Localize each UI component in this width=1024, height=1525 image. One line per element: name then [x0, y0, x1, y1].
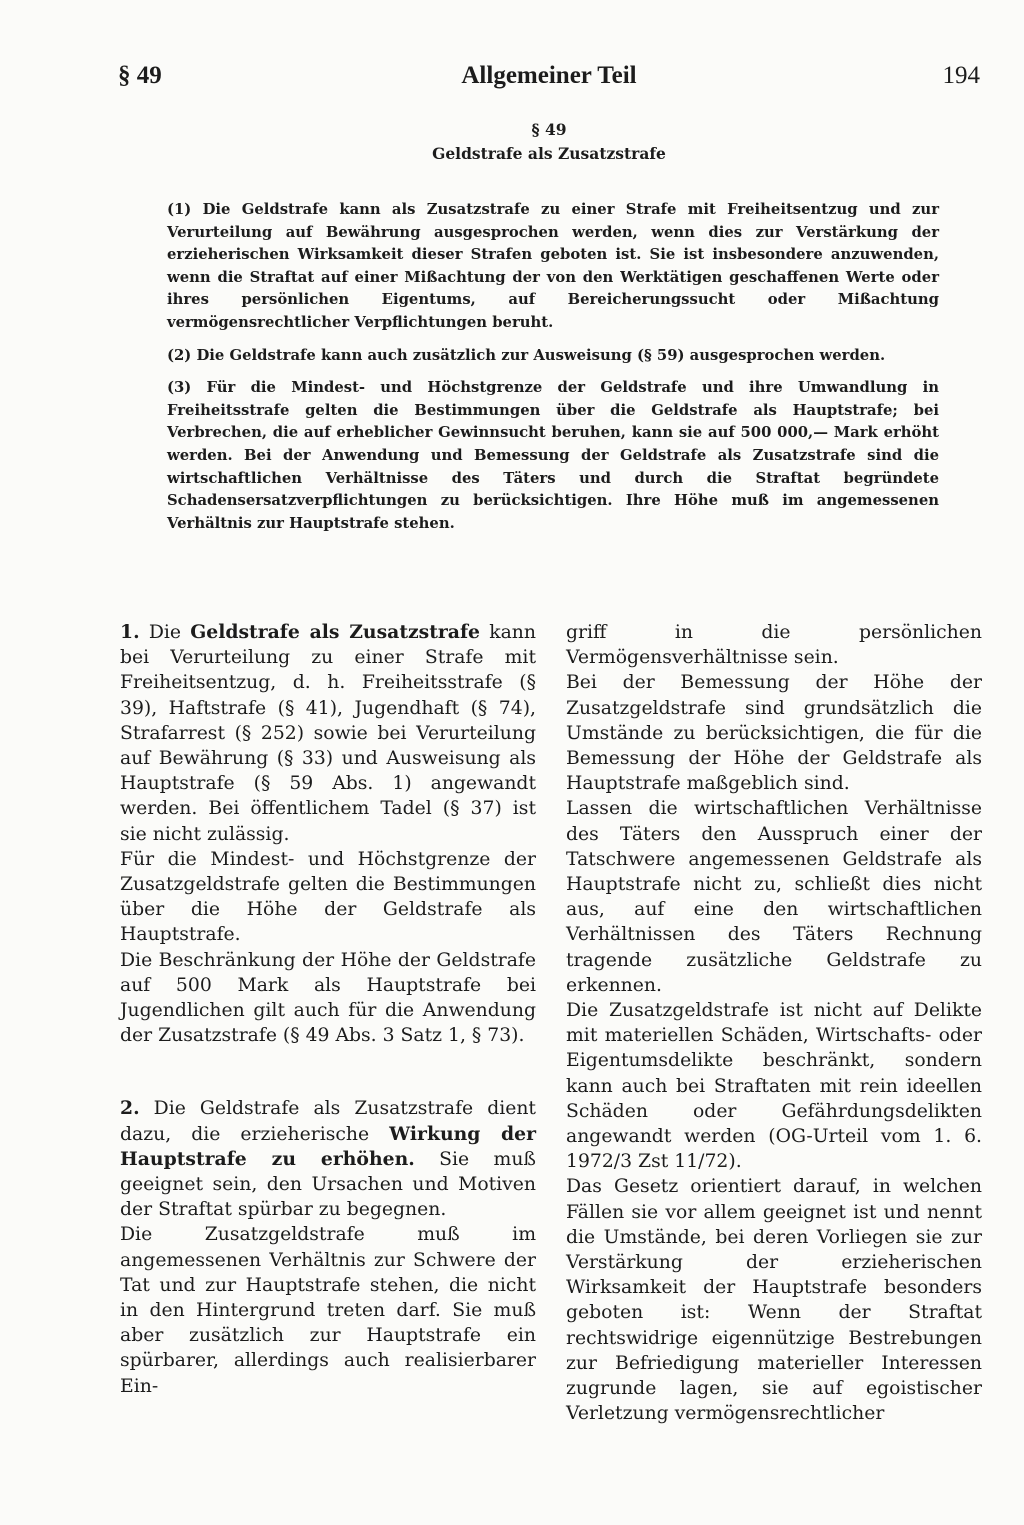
statute-paragraph-3: (3) Für die Mindest- und Höchstgrenze der Geldstrafe und ihre Umwandlung in Freiheitsstrafe gelten die Bestimmungen über die Geldstrafe als Hauptstrafe; bei Verbrechen, die auf erheblicher Gewinnsucht beruhen, kann sie auf 500 000,— Mark erhöht werden. Bei der Anwendung und Bemessung der Geldstrafe als Zusatzstrafe sind die wirtschaftlichen Verhältnisse des Täters und durch die Straftat begründete Schadensersatzverpflichtungen zu berücksichtigen. Ihre Höhe muß im angemessenen Verhältnis zur Hauptstrafe stehen. — [167, 379, 939, 532]
statute-paragraph-2: (2) Die Geldstrafe kann auch zusätzlich zur Ausweisung (§ 59) ausgesprochen werden. — [167, 346, 886, 364]
commentary-paragraph: Die Zusatzgeldstrafe muß im angemessenen Verhältnis zur Schwere der Tat und zur Hauptstrafe stehen, die nicht in den Hintergrund treten darf. Sie muß aber zusätzlich zur Hauptstrafe ein spürbarer, allerdings auch realisierbarer Ein- — [120, 1224, 536, 1397]
commentary-paragraph: Die Beschränkung der Höhe der Geldstrafe auf 500 Mark als Hauptstrafe bei Jugendlichen gilt auch für die Anwendung der Zusatzstrafe (§ 49 Abs. 3 Satz 1, § 73). — [120, 949, 536, 1047]
note-number: 1. — [120, 621, 140, 643]
commentary-paragraph: Bei der Bemessung der Höhe der Zusatzgeldstrafe sind grundsätzlich die Umstände zu berücksichtigen, die für die Bemessung der Höhe der Geldstrafe als Hauptstrafe maßgeblich sind. — [566, 672, 982, 795]
note-text: kann bei Verurteilung zu einer Strafe mit Freiheitsentzug, d. h. Freiheitsstrafe (§ 39), Haftstrafe (§ 41), Jugendhaft (§ 74), Strafarrest (§ 252) sowie bei Verurteilung auf Bewährung (§ 33) und Ausweisung als Hauptstrafe (§ 59 Abs. 1) angewandt werden. Bei öffentlichem Tadel (§ 37) ist sie nicht zulässig. — [120, 622, 536, 845]
commentary-paragraph: Das Gesetz orientiert darauf, in welchen Fällen sie vor allem geeignet ist und nennt die Umstände, bei deren Vorliegen sie zur Verstärkung der erzieherischen Wirksamkeit der Hauptstrafe besonders geboten ist: Wenn der Straftat rechtswidrige eigennützige Bestrebungen zur Befriedigung materieller Interessen zugrunde lagen, sie auf egoistischer Verletzung vermögensrechtlicher — [566, 1176, 982, 1425]
statute-text — [167, 199, 939, 545]
commentary-paragraph: Für die Mindest- und Höchstgrenze der Zusatzgeldstrafe gelten die Bestimmungen über die Höhe der Geldstrafe als Hauptstrafe. — [120, 848, 536, 946]
commentary-paragraph: griff in die persönlichen Vermögensverhältnisse sein. — [566, 622, 982, 669]
section-number: § 49 — [531, 120, 567, 139]
note-emphasis: Geldstrafe als Zusatzstrafe — [190, 621, 480, 643]
statute-paragraph-1: (1) Die Geldstrafe kann als Zusatzstrafe zu einer Strafe mit Freiheitsentzug und zur Verurteilung auf Bewährung ausgesprochen werden, wenn dies zur Verstärkung der erzieherischen Wirksamkeit dieser Strafen geboten ist. Sie ist insbesondere anzuwenden, wenn die Straftat auf einer Mißachtung der von den Werktätigen geschaffenen Werte oder ihres persönlichen Eigentums, auf Bereicherungssucht oder Mißachtung vermögensrechtlicher Verpflichtungen beruht. — [167, 201, 939, 331]
commentary-paragraph: Lassen die wirtschaftlichen Verhältnisse des Täters den Ausspruch einer der Tatschwere angemessenen Geldstrafe als Hauptstrafe nicht zu, schließt dies nicht aus, auf eine den wirtschaftlichen Verhältnissen des Täters Rechnung tragende zusätzliche Geldstrafe zu erkennen. — [566, 798, 982, 996]
note-2 — [120, 1096, 536, 1222]
note-text: Die Geldstrafe als Zusatzstrafe dient dazu, die erzieherische — [120, 1098, 536, 1145]
running-head — [118, 62, 980, 102]
section-title: Geldstrafe als Zusatzstrafe — [432, 144, 666, 163]
running-head-title: Allgemeiner Teil — [461, 62, 637, 89]
page-number: 194 — [942, 62, 980, 89]
commentary-left-column — [120, 620, 536, 1399]
running-head-section: § 49 — [118, 62, 162, 89]
note-number: 2. — [120, 1097, 140, 1120]
note-text: Sie muß geeignet sein, den Ursachen und Motiven der Straftat spürbar zu begegnen. — [120, 1148, 536, 1221]
commentary-right-column — [566, 620, 982, 1427]
note-1 — [120, 620, 536, 847]
note-text: Die — [148, 622, 181, 643]
section-heading — [118, 118, 980, 166]
note-emphasis: Wirkung der Hauptstrafe zu erhöhen. — [120, 1122, 536, 1170]
commentary-paragraph: Die Zusatzgeldstrafe ist nicht auf Delikte mit materiellen Schäden, Wirtschafts- oder Eigentumsdelikte beschränkt, sondern kann auch bei Straftaten mit rein ideellen Schäden oder Gefährdungsdelikten angewandt werden (OG-Urteil vom 1. 6. 1972/3 Zst 11/72). — [566, 1000, 982, 1173]
